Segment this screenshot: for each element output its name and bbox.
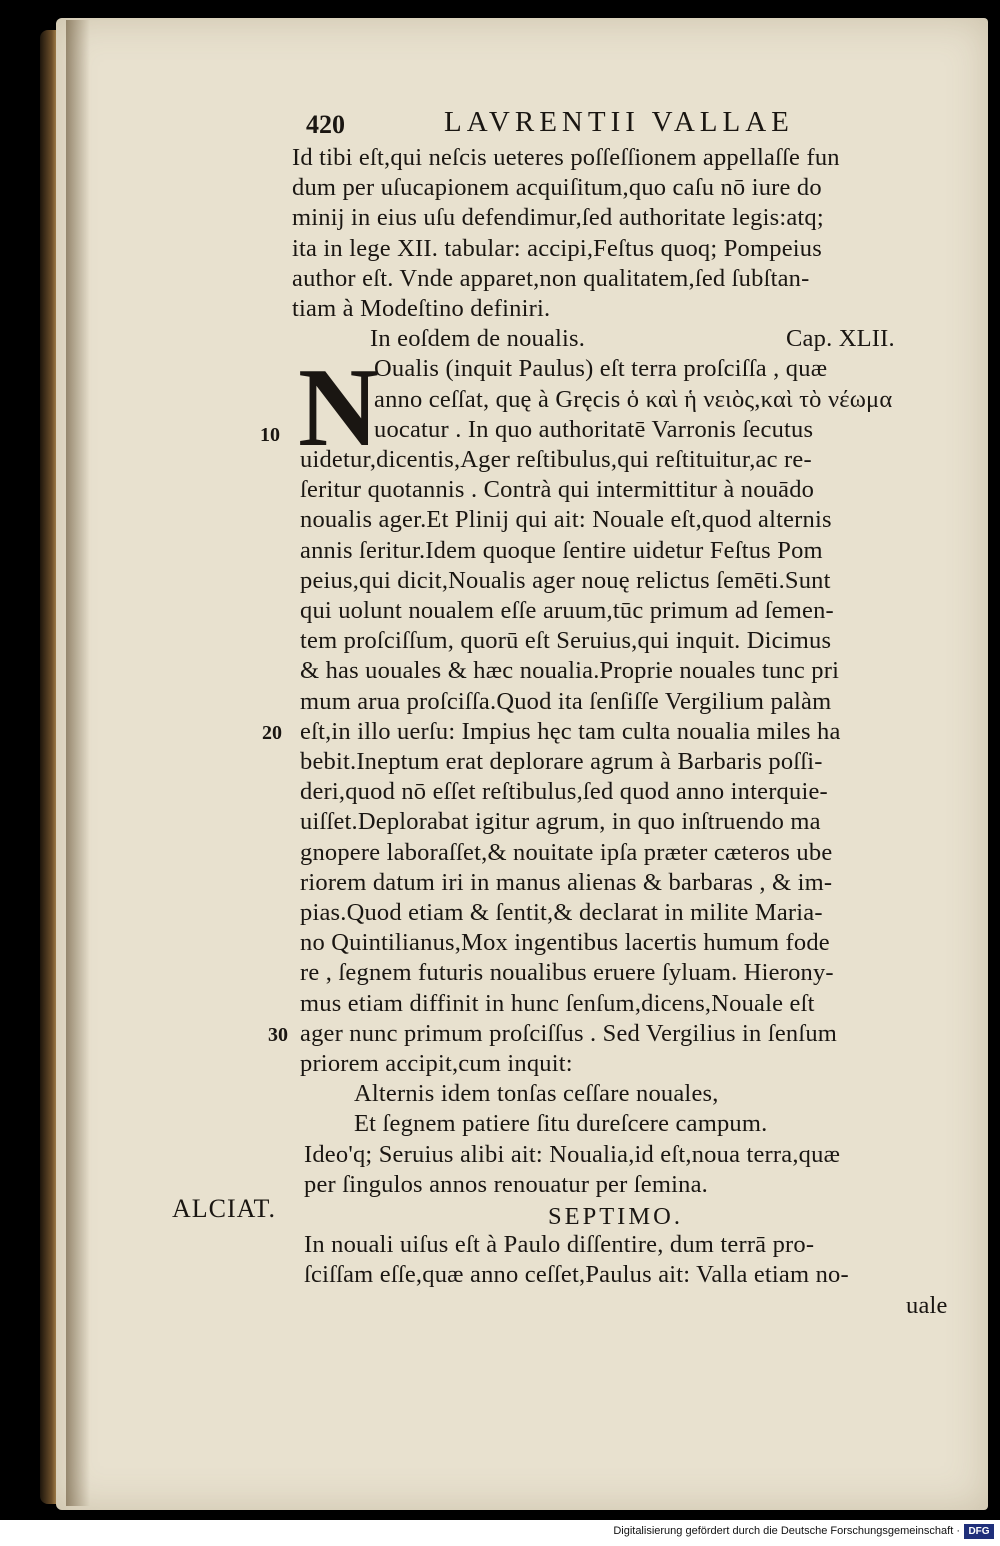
chapter-title: In eoſdem de noualis. bbox=[370, 325, 586, 353]
body-line: In nouali uiſus eſt à Paulo diſſentire, dum terrā pro- bbox=[304, 1231, 815, 1259]
body-line: ſeritur quotannis . Contrà qui intermittitur à nouādo bbox=[300, 476, 815, 504]
chapter-number: Cap. XLII. bbox=[786, 325, 895, 353]
body-line: qui uolunt noualem eſſe aruum,tūc primum ad ſemen- bbox=[300, 597, 834, 624]
body-line: ager nunc primum proſciſſus . Sed Vergilius in ſenſum bbox=[300, 1019, 838, 1047]
body-line: author eſt. Vnde apparet,non qualitatem,ſed ſubſtan- bbox=[292, 264, 810, 292]
body-line: ita in lege XII. tabular: accipi,Feſtus quoq; Pompeius bbox=[292, 234, 822, 262]
body-line: annis ſeritur.Idem quoque ſentire uidetur Feſtus Pom bbox=[300, 536, 823, 564]
body-line: noualis ager.Et Plinij qui ait: Nouale eſt,quod alternis bbox=[300, 506, 832, 534]
body-line: ſciſſam eſſe,quæ anno ceſſet,Paulus ait: Valla etiam no- bbox=[304, 1261, 849, 1289]
body-line: dum per uſucapionem acquiſitum,quo caſu nō iure do bbox=[292, 174, 822, 202]
page-gutter-shadow bbox=[66, 20, 90, 1506]
dfg-logo-icon: DFG bbox=[964, 1524, 994, 1539]
catchword: uale bbox=[906, 1291, 948, 1319]
body-line: Ideo'q; Seruius alibi ait: Noualia,id eſt,noua terra,quæ bbox=[304, 1140, 841, 1168]
section-heading: SEPTIMO. bbox=[548, 1203, 683, 1230]
body-line: uidetur,dicentis,Ager reſtibulus,qui reſtituitur,ac re- bbox=[300, 446, 812, 473]
body-line: deri,quod nō eſſet reſtibulus,ſed quod anno interquie- bbox=[300, 778, 828, 806]
margin-line-number-30: 30 bbox=[268, 1024, 288, 1046]
body-line: & has uouales & hæc noualia.Proprie nouales tunc pri bbox=[300, 657, 840, 685]
body-line: gnopere laboraſſet,& nouitate ipſa præter cæteros ube bbox=[300, 838, 833, 866]
body-line: Oualis (inquit Paulus) eſt terra proſciſſa , quæ bbox=[374, 355, 828, 383]
page-header bbox=[306, 106, 936, 142]
body-line: re , ſegnem futuris noualibus eruere ſyluam. Hierony- bbox=[300, 959, 834, 987]
body-line: tem proſciſſum, quorū eſt Seruius,qui inquit. Dicimus bbox=[300, 627, 832, 655]
margin-note-alciat: ALCIAT. bbox=[172, 1194, 277, 1223]
footer-bar bbox=[0, 1520, 1000, 1546]
body-line: no Quintilianus,Mox ingentibus lacertis humum fode bbox=[300, 929, 830, 957]
body-line: bebit.Ineptum erat deplorare agrum à Barbaris poſſi- bbox=[300, 748, 823, 775]
footer-credit: Digitalisierung gefördert durch die Deutsche Forschungsgemeinschaft · bbox=[613, 1525, 960, 1537]
body-line: minij in eius uſu defendimur,ſed authoritate legis:atq; bbox=[292, 204, 824, 232]
body-line: riorem datum iri in manus alienas & barbaras , & im- bbox=[300, 868, 833, 896]
body-line: per ſingulos annos renouatur per ſemina. bbox=[304, 1170, 708, 1198]
page-number: 420 bbox=[306, 110, 345, 139]
body-line: mus etiam diffinit in hunc ſenſum,dicens,Nouale eſt bbox=[300, 989, 815, 1017]
body-line: tiam à Modeſtino definiri. bbox=[292, 295, 551, 322]
body-line: anno ceſſat, quę à Gręcis ὁ καὶ ἡ νειὸς,καὶ τὸ νέωμα bbox=[374, 385, 893, 413]
body-line: mum arua proſciſſa.Quod ita ſenſiſſe Vergilium palàm bbox=[300, 687, 832, 715]
verse-line: Et ſegnem patiere ſitu dureſcere campum. bbox=[354, 1110, 768, 1138]
margin-line-number-20: 20 bbox=[262, 722, 282, 744]
body-line: peius,qui dicit,Noualis ager nouę relictus ſemēti.Sunt bbox=[300, 566, 831, 594]
body-line: uocatur . In quo authoritatē Varronis ſecutus bbox=[374, 415, 814, 443]
dropcap-letter: N bbox=[298, 346, 379, 470]
running-title: LAVRENTII VALLAE bbox=[444, 106, 794, 138]
verse-line: Alternis idem tonſas ceſſare nouales, bbox=[354, 1080, 719, 1108]
body-line: Id tibi eſt,qui neſcis ueteres poſſeſſionem appellaſſe fun bbox=[292, 144, 840, 171]
body-line: priorem accipit,cum inquit: bbox=[300, 1050, 573, 1077]
body-line: uiſſet.Deplorabat igitur agrum, in quo inſtruendo ma bbox=[300, 808, 821, 836]
body-line: eſt,in illo uerſu: Impius hęc tam culta noualia miles ha bbox=[300, 717, 841, 745]
body-line: pias.Quod etiam & ſentit,& declarat in milite Maria- bbox=[300, 899, 823, 926]
margin-line-number-10: 10 bbox=[260, 424, 280, 446]
